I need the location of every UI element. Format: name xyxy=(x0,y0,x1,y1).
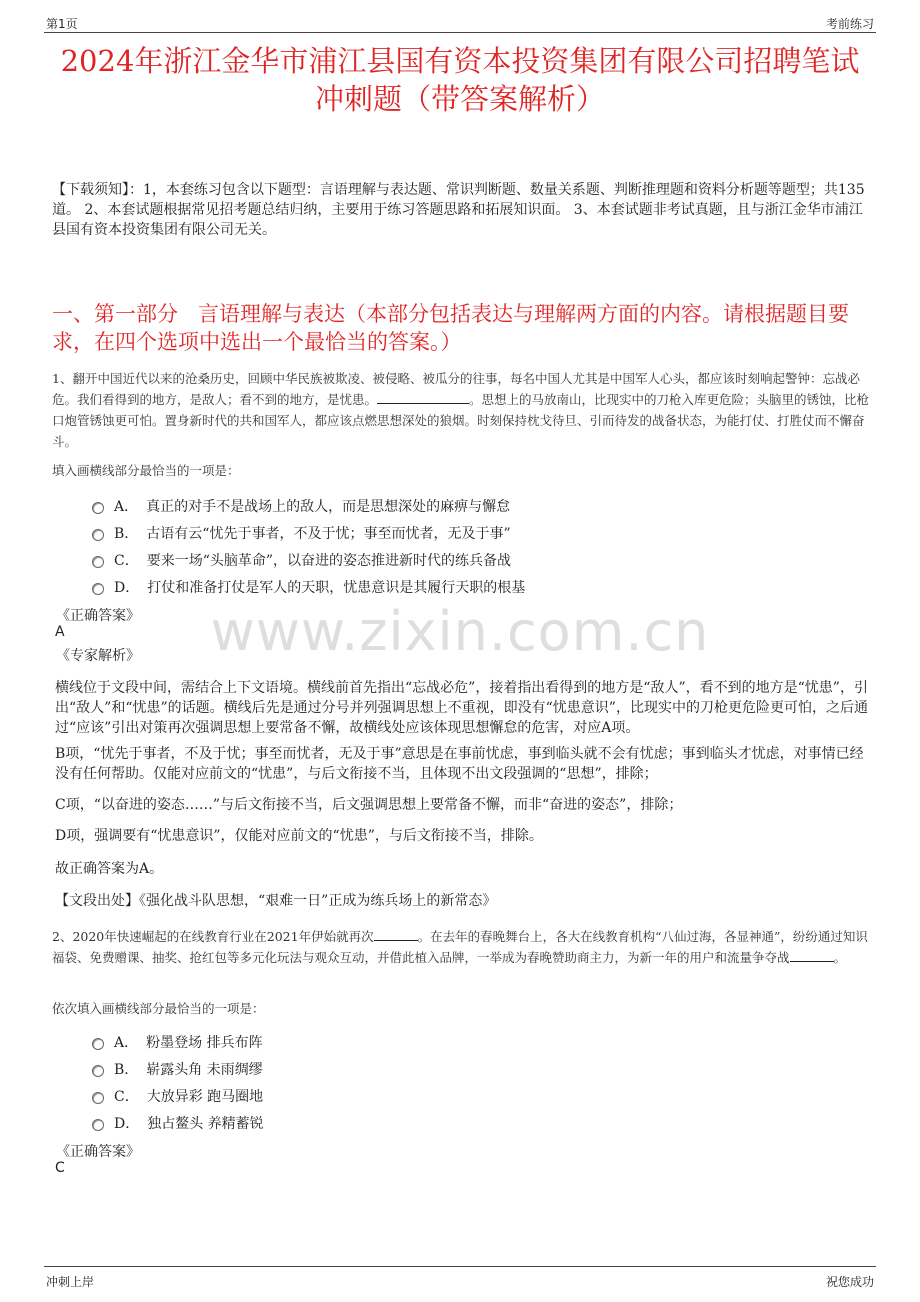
title-line-2: 冲刺题（带答案解析） xyxy=(314,82,605,116)
watermark: www.zixin.com.cn xyxy=(210,600,710,663)
option-d[interactable]: D． 打仗和准备打仗是军人的天职，忧患意识是其履行天职的根基 xyxy=(92,573,860,600)
document-title xyxy=(40,42,880,118)
section-number: 一、第一部分 xyxy=(52,302,178,326)
question-2-options xyxy=(92,1028,860,1136)
question-1-prompt: 填入画横线部分最恰当的一项是： xyxy=(52,463,240,478)
section-heading: 言语理解与表达（本部分包括表达与理解两方面的内容。请根据题目要求，在四个选项中选出一个最恰当的答案。） xyxy=(52,302,849,354)
radio-icon[interactable] xyxy=(92,529,104,541)
radio-icon[interactable] xyxy=(92,583,104,595)
answer-label: 《正确答案》 xyxy=(56,1144,140,1160)
option-c[interactable]: C． 大放异彩 跑马圈地 xyxy=(92,1082,860,1109)
title-line-1: 2024年浙江金华市浦江县国有资本投资集团有限公司招聘笔试 xyxy=(60,44,860,78)
radio-icon[interactable] xyxy=(92,502,104,514)
radio-icon[interactable] xyxy=(92,1092,104,1104)
analysis-paragraph: C项，“以奋进的姿态……”与后文衔接不当，后文强调思想上要常备不懈，而非“奋进的姿态”，排除； xyxy=(55,797,683,813)
answer-value: C xyxy=(55,1160,65,1176)
footer-right: 祝您成功 xyxy=(825,1275,874,1289)
header-note: 考前练习 xyxy=(825,17,874,31)
radio-icon[interactable] xyxy=(92,1065,104,1077)
question-2-prompt: 依次填入画横线部分最恰当的一项是： xyxy=(52,1001,265,1016)
option-a[interactable]: A． 真正的对手不是战场上的敌人，而是思想深处的麻痹与懈怠 xyxy=(92,492,860,519)
radio-icon[interactable] xyxy=(92,1038,104,1050)
radio-icon[interactable] xyxy=(92,1119,104,1131)
fill-blank xyxy=(790,947,834,962)
footer-left: 冲刺上岸 xyxy=(46,1275,95,1289)
page-footer xyxy=(44,1266,876,1291)
source-note: 【文段出处】《强化战斗队思想，“艰难一日”正成为练兵场上的新常态》 xyxy=(55,893,497,909)
download-notice: 【下载须知】：1，本套练习包含以下题型：言语理解与表达题、常识判断题、数量关系题、判断推理题和资料分析题等题型；共135道。 2、本套试题根据常见招考题总结归纳，主要用于练习答题思路和拓展知识面。 3、本套试题非考试真题，且与浙江金华市浦江县国有资本投资集团有限公司无关。 xyxy=(52,182,865,238)
analysis-paragraph: D项，强调要有“忧患意识”，仅能对应前文的“忧患”，与后文衔接不当，排除。 xyxy=(55,828,543,844)
fill-blank xyxy=(374,926,418,941)
answer-label: 《正确答案》 xyxy=(56,608,140,624)
analysis-paragraph: 横线位于文段中间，需结合上下文语境。横线前首先指出“忘战必危”，接着指出看得到的地方是“敌人”，看不到的地方是“忧患”，引出“敌人”和“忧患”的话题。横线后先是通过分号并列强调思想上不重视，即没有“忧患意识”，比现实中的刀枪更危险更可怕，之后通过“应该”引出对策再次强调思想上要常备不懈，故横线处应该体现思想懈怠的危害，对应A项。 xyxy=(55,680,868,736)
option-b[interactable]: B． 崭露头角 未雨绸缪 xyxy=(92,1055,860,1082)
fill-blank xyxy=(377,389,469,404)
option-d[interactable]: D． 独占鳌头 养精蓄锐 xyxy=(92,1109,860,1136)
page-number: 第1页 xyxy=(46,17,78,31)
analysis-label: 《专家解析》 xyxy=(56,648,140,664)
analysis-paragraph: B项，“忧先于事者，不及于忧；事至而忧者，无及于事”意思是在事前忧虑，事到临头就不会有忧虑；事到临头才忧虑，对事情已经没有任何帮助。仅能对应前文的“忧患”，与后文衔接不当，且体现不出文段强调的“思想”，排除； xyxy=(55,746,864,782)
option-a[interactable]: A． 粉墨登场 排兵布阵 xyxy=(92,1028,860,1055)
section-title xyxy=(52,300,870,356)
option-b[interactable]: B． 古语有云“忧先于事者，不及于忧；事至而忧者，无及于事” xyxy=(92,519,860,546)
analysis-conclusion: 故正确答案为A。 xyxy=(55,861,164,877)
question-2-text: 2、2020年快速崛起的在线教育行业在2021年伊始就再次 。在去年的春晚舞台上，各大在线教育机构“八仙过海，各显神通”，纷纷通过知识福袋、免费赠课、抽奖、抢红包等多元化玩法与观众互动，并借此植入品牌，一举成为春晚赞助商主力，为新一年的用户和流量争夺战 。 xyxy=(52,926,870,968)
question-1-options xyxy=(92,492,860,600)
answer-value: A xyxy=(55,624,65,640)
option-c[interactable]: C． 要来一场“头脑革命”，以奋进的姿态推进新时代的练兵备战 xyxy=(92,546,860,573)
radio-icon[interactable] xyxy=(92,556,104,568)
question-1-text: 1、翻开中国近代以来的沧桑历史，回顾中华民族被欺凌、被侵略、被瓜分的往事，每名中国人尤其是中国军人心头，都应该时刻响起警钟：忘战必危。我们看得到的地方，是敌人；看不到的地方，是忧患。 。思想上的马放南山，比现实中的刀枪入库更危险；头脑里的锈蚀，比枪口炮管锈蚀更可怕。置身新时代的共和国军人，都应该点燃思想深处的狼烟。时刻保持枕戈待旦、引而待发的战备状态，为能打仗、打胜仗而不懈奋斗。 xyxy=(52,371,870,449)
page-header xyxy=(44,12,876,33)
